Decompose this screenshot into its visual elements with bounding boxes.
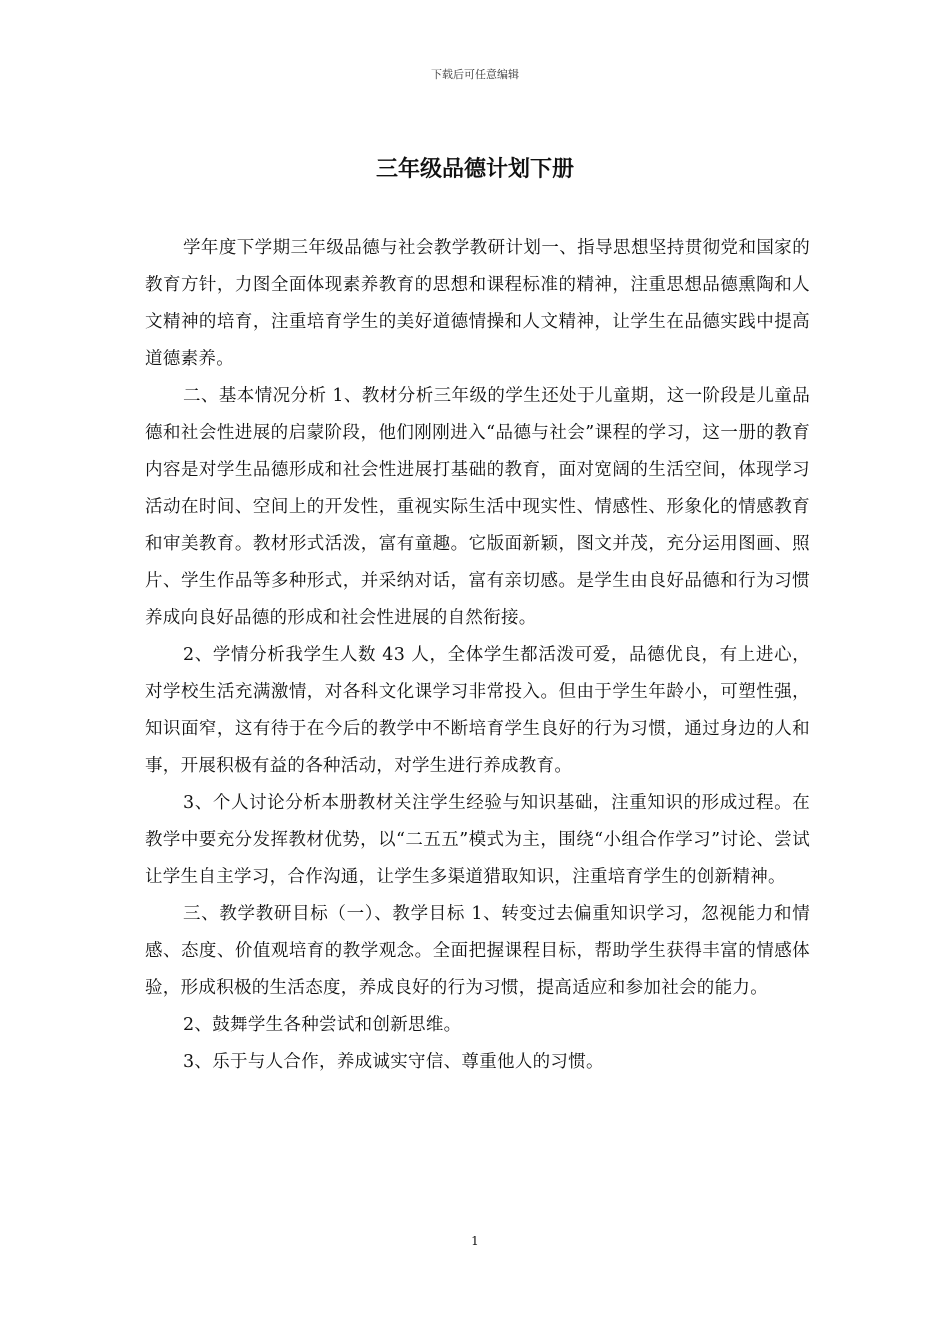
paragraph: 2、学情分析我学生人数 43 人，全体学生都活泼可爱，品德优良，有上进心，对学校生活充满激情，对各科文化课学习非常投入。但由于学生年龄小，可塑性强，知识面窄，这有待于在今后的教学中不断培育学生良好的行为习惯，通过身边的人和事，开展积极有益的各种活动，对学生进行养成教育。 <box>145 645 810 776</box>
document-body <box>145 230 810 1081</box>
paragraph: 二、基本情况分析 1、教材分析三年级的学生还处于儿童期，这一阶段是儿童品德和社会性进展的启蒙阶段，他们刚刚进入“品德与社会”课程的学习，这一册的教育内容是对学生品德形成和社会性进展打基础的教育，面对宽阔的生活空间，体现学习活动在时间、空间上的开发性，重视实际生活中现实性、情感性、形象化的情感教育和审美教育。教材形式活泼，富有童趣。它版面新颖，图文并茂，充分运用图画、照片、学生作品等多种形式，并采纳对话，富有亲切感。是学生由良好品德和行为习惯养成向良好品德的形成和社会性进展的自然衔接。 <box>145 386 810 628</box>
paragraph: 学年度下学期三年级品德与社会教学教研计划一、指导思想坚持贯彻党和国家的教育方针，力图全面体现素养教育的思想和课程标准的精神，注重思想品德熏陶和人文精神的培育，注重培育学生的美好道德情操和人文精神，让学生在品德实践中提高道德素养。 <box>145 238 810 369</box>
document-title: 三年级品德计划下册 <box>375 157 574 182</box>
paragraph: 3、乐于与人合作，养成诚实守信、尊重他人的习惯。 <box>183 1052 604 1072</box>
page-number: 1 <box>471 1234 479 1248</box>
paragraph: 三、教学教研目标（一）、教学目标 1、转变过去偏重知识学习，忽视能力和情感、态度、价值观培育的教学观念。全面把握课程目标，帮助学生获得丰富的情感体验，形成积极的生活态度，养成良好的行为习惯，提高适应和参加社会的能力。 <box>145 904 810 998</box>
paragraph: 3、个人讨论分析本册教材关注学生经验与知识基础，注重知识的形成过程。在教学中要充分发挥教材优势，以“二五五”模式为主，围绕“小组合作学习”讨论、尝试让学生自主学习，合作沟通，让学生多渠道猎取知识，注重培育学生的创新精神。 <box>145 793 810 887</box>
paragraph: 2、鼓舞学生各种尝试和创新思维。 <box>183 1015 462 1035</box>
header-note: 下载后可任意编辑 <box>431 68 519 81</box>
